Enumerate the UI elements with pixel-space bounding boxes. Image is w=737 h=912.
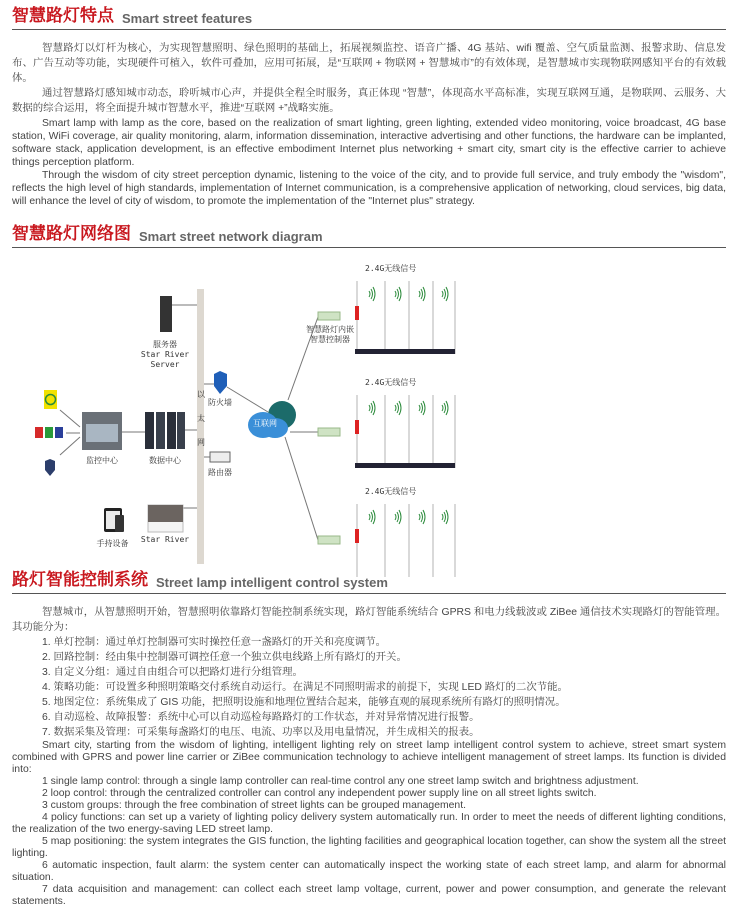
controller-icon [318,312,340,320]
section-header-features [12,6,726,30]
paragraph: Through the wisdom of city street perception dynamic, listening to the voice of the city, and to provide full service, and truly embody the "wisdom", reflects the high level of high standards, implementation of Internet communication, is a comprehensive application of networking, cloud services, big data, will enhance the level of city of wisdom, to promote the implementation of the "Internet plus" strategy. [12,170,726,207]
wifi-signal-icon [419,287,425,301]
control-cn-text [12,605,726,635]
monitor-center-label: 监控中心 [86,456,118,465]
features-en-text [12,117,726,208]
lamp-screen [355,529,359,543]
controller-label-2: 智慧控制器 [310,335,350,344]
wifi-signal-icon [369,401,375,415]
router-label: 路由器 [208,468,232,477]
section-title-cn: 路灯智能控制系统 [12,570,148,590]
lamp-screen [355,420,359,434]
paragraph: 智慧路灯以灯杆为核心，为实现智慧照明、绿色照明的基础上，拓展视频监控、语音广播、4G 基站、wifi 覆盖、空气质量监测、报警求助、信息发布、广告互动等功能，实现硬件可植入，软件可叠加，应用可拓展，是“互联网 + 物联网 + 智慧城市”的有效体现，是智慧城市实现物联网感知平台的有效载体。 [12,43,726,84]
server-label-en1: Star River [140,350,190,359]
server-icon [160,296,172,332]
controller-label-1: 智慧路灯内嵌 [306,325,354,334]
data-center-icon [145,412,185,449]
section-title-en: Street lamp intelligent control system [156,575,388,590]
list-item: 3 custom groups: through the free combination of street lights can be grouped management. [42,800,466,811]
wifi-signal-icon [419,401,425,415]
list-item: 4. 策略功能：可设置多种照明策略交付系统自动运行。在满足不同照明需求的前提下，实现 LED 路灯的二次节能。 [42,682,568,693]
list-item: 4 policy functions: can set up a variety of lighting policy delivery system automatically run. In order to meet the needs of different lighting conditions, the realization of the two energy-saving LED street lamp. [12,812,726,835]
wifi-signal-icon [395,401,401,415]
phone-red-icon [35,427,43,438]
ethernet-bar [197,289,204,564]
list-item: 2 loop control: through the centralized controller can control any independent power supply line on all street lights switch. [42,788,597,799]
wifi-signal-icon [442,401,448,415]
star-river-label: Star River [140,535,190,544]
list-item: 2. 回路控制：经由集中控制器可调控任意一个独立供电线路上所有路灯的开关。 [42,652,407,663]
ethernet-label-3: 网 [197,438,205,447]
signal-label: 2.4G无线信号 [365,264,417,273]
signal-label: 2.4G无线信号 [365,378,417,387]
data-center-label: 数据中心 [149,456,181,465]
server-label [140,340,190,370]
firewall-icon [214,371,227,394]
wifi-signal-icon [369,510,375,524]
police-icon [45,459,55,476]
lamp-screen [355,306,359,320]
signal-label: 2.4G无线信号 [365,487,417,496]
phone-blue-icon [55,427,63,438]
firewall-label: 防火墙 [208,398,232,407]
controller-icon [318,428,340,436]
section-title-en: Smart street network diagram [139,229,323,244]
wifi-signal-icon [395,287,401,301]
paragraph: Smart lamp with lamp as the core, based on the realization of smart lighting, green lighting, extended video monitoring, voice broadcast, 4G base station, WiFi coverage, air quality monitoring, alarm, information dissemination, interactive advertising and other functions, the hardware can be implanted, software stack, application development, is an effective embodiment Internet plus networking + smart city, smart city is the effective carrier to achieve things perception platform. [12,118,726,168]
paragraph: Smart city, starting from the wisdom of lighting, intelligent lighting rely on street lamp intelligent control system to achieve, street smart system combined with GPRS and power line carrier or ZiBee communication technology to achieve intelligent management of street lamps. Its function is divided into: [12,740,726,775]
wifi-signal-icon [369,287,375,301]
list-item: 7 data acquisition and management: can collect each street lamp voltage, current, power and power consumption, and generate the relevant statements. [12,884,726,907]
ethernet-label-2: 太 [197,414,205,423]
list-item: 5 map positioning: the system integrates the GIS function, the lighting facilities and geographical location together, can show the system all the street lighting. [12,836,726,859]
handheld-label: 手持设备 [96,539,129,548]
road-strip [355,463,455,468]
list-item: 7. 数据采集及管理：可采集每盏路灯的电压、电流、功率以及用电量情况，并生成相关的报表。 [42,727,480,738]
list-item: 1 single lamp control: through a single lamp controller can real-time control any one street lamp switch and brightness adjustment. [42,776,639,787]
wifi-signal-icon [442,510,448,524]
controller-icon [318,536,340,544]
section-title-en: Smart street features [122,11,253,26]
phone-green-icon [45,427,53,438]
server-label-en2: Server [150,360,180,369]
list-item: 6 automatic inspection, fault alarm: the system center can automatically inspect the working state of each street lamp, and alarm for abnormal situation. [12,860,726,883]
road-strip [355,349,455,354]
paragraph: 智慧城市，从智慧照明开始，智慧照明依靠路灯智能控制系统实现，路灯智能系统结合 GPRS 和电力线载波或 ZiBee 通信技术实现路灯的智能管理。其功能分为： [12,607,726,633]
router-icon [210,452,230,462]
section-title-cn: 智慧路灯特点 [12,6,114,26]
wifi-signal-icon [419,510,425,524]
paragraph: 通过智慧路灯感知城市动态，聆听城市心声，并提供全程全时服务，真正体现 “智慧”，体现高水平高标准，实现互联网互通，是物联网、云服务、大数据的综合运用，将全面提升城市智慧水平，推进“互联网 +”战略实施。 [12,88,726,114]
wifi-signal-icon [442,287,448,301]
list-item: 6. 自动巡检、故障报警：系统中心可以自动巡检每路路灯的工作状态，并对异常情况进行报警。 [42,712,480,723]
features-cn-text [12,41,726,116]
section-header-network [12,224,726,248]
list-item: 1. 单灯控制：通过单灯控制器可实时操控任意一盏路灯的开关和亮度调节。 [42,637,387,648]
network-diagram [0,252,737,564]
wifi-signal-icon [395,510,401,524]
list-item: 5. 地图定位：系统集成了 GIS 功能，把照明设施和地理位置结合起来，能够直观的展现系统所有路灯的照明情况。 [42,697,566,708]
control-cn-list [12,635,726,740]
list-item: 3. 自定义分组：通过自由组合可以把路灯进行分组管理。 [42,667,303,678]
server-label-cn: 服务器 [153,340,177,349]
ethernet-label-1: 以 [197,390,205,399]
internet-label: 互联网 [253,419,277,428]
control-en-text [12,740,726,908]
section-title-cn: 智慧路灯网络图 [12,224,131,244]
